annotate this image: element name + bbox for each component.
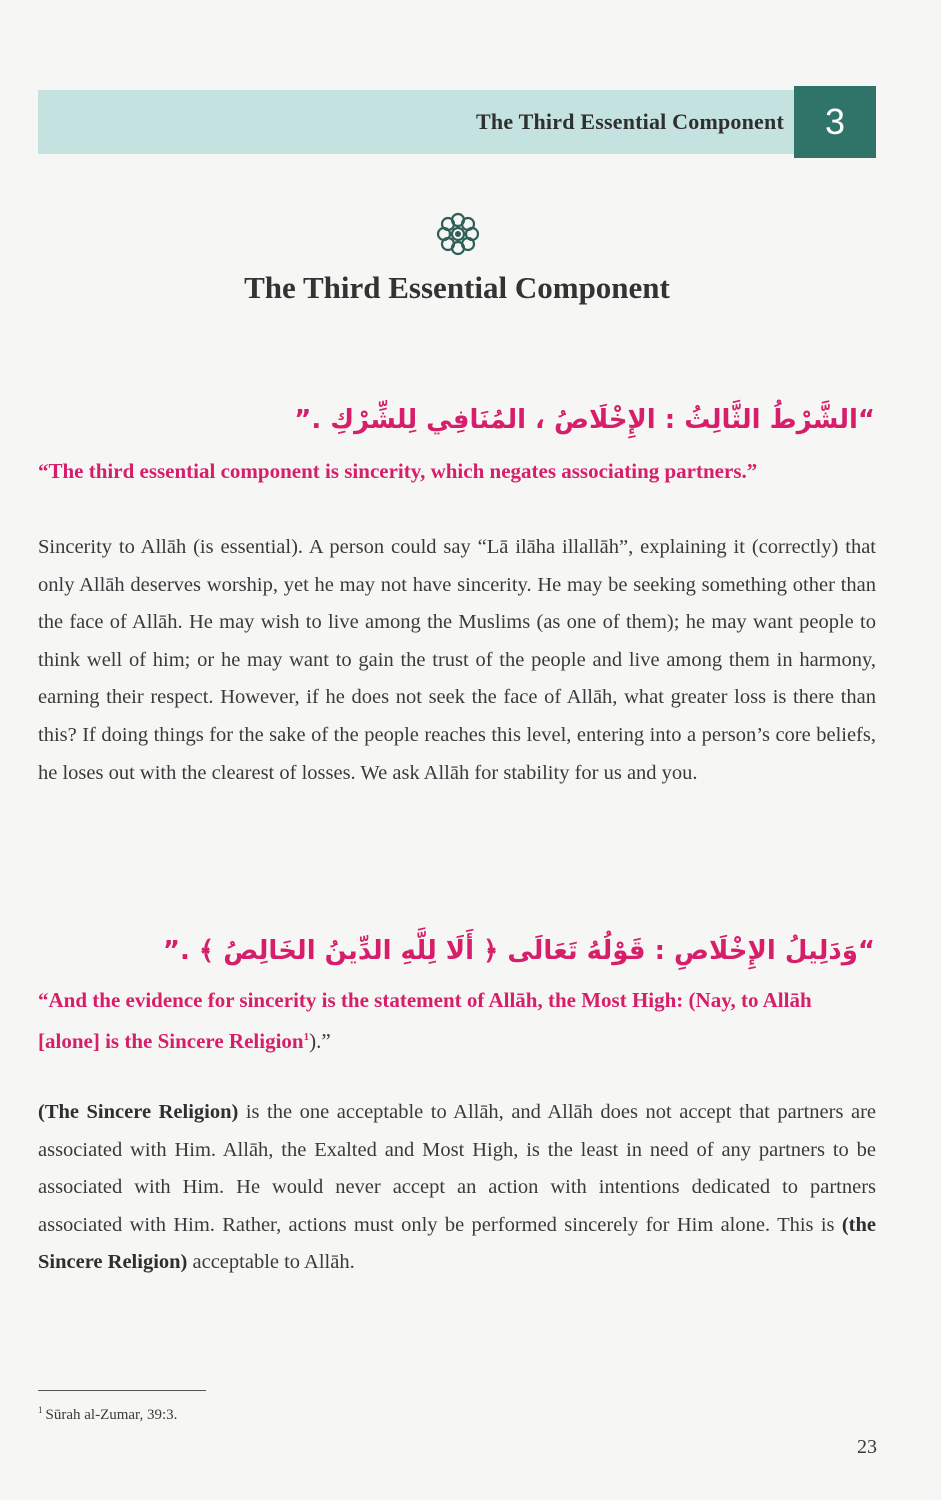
footnote-marker: 1 [38,1405,43,1415]
footnote [38,1405,177,1424]
arabic-quote-2: “وَدَلِيلُ الإِخْلَاصِ : قَوْلُهُ تَعَالَى ﴿ أَلَا لِلَّهِ الدِّينُ الخَالِصُ ﴾ .” [162,936,875,966]
footnote-divider [38,1390,206,1391]
paragraph-2-body: is the one acceptable to Allāh, and Allāh does not accept that partners are associated with Him. Allāh, the Exalted and Most High, is the least in need of any partners to be associated with Him. He would never accept an action with intentions dedicated to partners associated with Him. Rather, actions must only be performed sincerely for Him alone. This is [38,1101,876,1236]
body-paragraph-1: Sincerity to Allāh (is essential). A person could say “Lā ilāha illallāh”, explaining it (correctly) that only Allāh deserves worship, yet he may not have sincerity. He may be seeking something other than the face of Allāh. He may wish to live among the Muslims (as one of them); he may want people to think well of him; or he may want to gain the trust of the people and live among them in harmony, earning their respect. However, if he does not seek the face of Allāh, what greater loss is there than this? If doing things for the sake of the people reaches this level, entering into a person’s core beliefs, he loses out with the clearest of losses. We ask Allāh for stability for us and you. [38,536,876,784]
running-header [38,90,794,154]
translation-quote-1: “The third essential component is sincerity, which negates associating partners.” [38,459,758,483]
translation-quote-2 [38,982,876,1060]
translation-quote-2-end: ).” [309,1029,331,1053]
arabic-quote-1: “الشَّرْطُ الثَّالِثُ : الإِخْلَاصُ ، المُنَافِي لِلشِّرْكِ .” [294,405,875,435]
footnote-reference[interactable]: 1 [303,1031,310,1043]
translation-quote-2-main: “And the evidence for sincerity is the statement of Allāh, the Most High: (Nay, to Allāh [alone] is the Sincere Religion [38,988,812,1053]
body-paragraph-2 [38,1094,876,1282]
running-header-title: The Third Essential Component [476,109,784,134]
emphasis-sincere-religion-2: (the Sincere Religion) [38,1213,876,1274]
paragraph-2-tail: acceptable to Allāh. [187,1251,355,1274]
emphasis-sincere-religion: (The Sincere Religion) [38,1101,239,1123]
section-title: The Third Essential Component [244,270,670,305]
chapter-number-badge: 3 [794,86,876,158]
page-number: 23 [857,1436,877,1458]
footnote-text: Sūrah al-Zumar, 39:3. [45,1407,178,1423]
rosette-ornament-icon [431,207,485,261]
